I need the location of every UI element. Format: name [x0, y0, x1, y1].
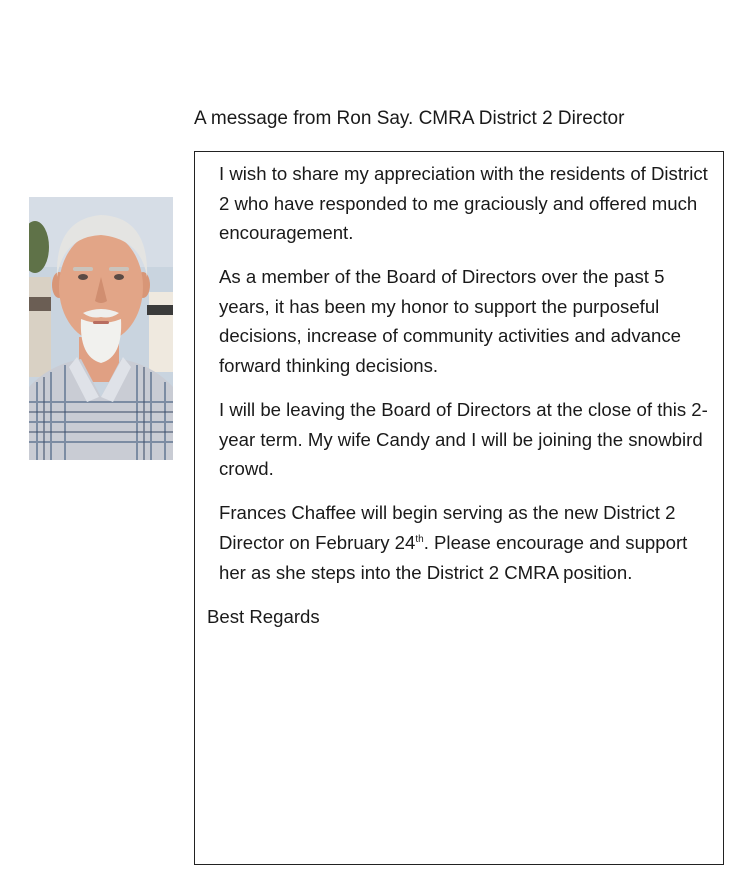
letter-paragraph-2: As a member of the Board of Directors over the past 5 years, it has been my honor to support the purposeful decisions, increase of community activities and advance forward thinking decisions. — [219, 266, 681, 377]
letter-paragraph-4 — [207, 498, 713, 587]
portrait-icon — [29, 197, 173, 460]
ordinal-suffix: th — [415, 534, 424, 546]
page-title: A message from Ron Say. CMRA District 2 Director — [194, 108, 625, 129]
letter-paragraph-1: I wish to share my appreciation with the residents of District 2 who have responded to me graciously and offered much encouragement. — [219, 163, 708, 244]
paragraph-4-text-cont: . Please encourage and support her as she steps into the District 2 CMRA position. — [219, 532, 688, 583]
letter-paragraph-3: I will be leaving the Board of Directors at the close of this 2-year term. My wife Candy and I will be joining the snowbird crowd. — [219, 399, 708, 480]
director-portrait — [29, 197, 173, 460]
letter-box — [194, 151, 724, 865]
paragraph-4-text: Frances Chaffee will begin serving as the new District 2 Director on February 24 — [219, 502, 676, 554]
letter-closing: Best Regards — [207, 605, 320, 627]
